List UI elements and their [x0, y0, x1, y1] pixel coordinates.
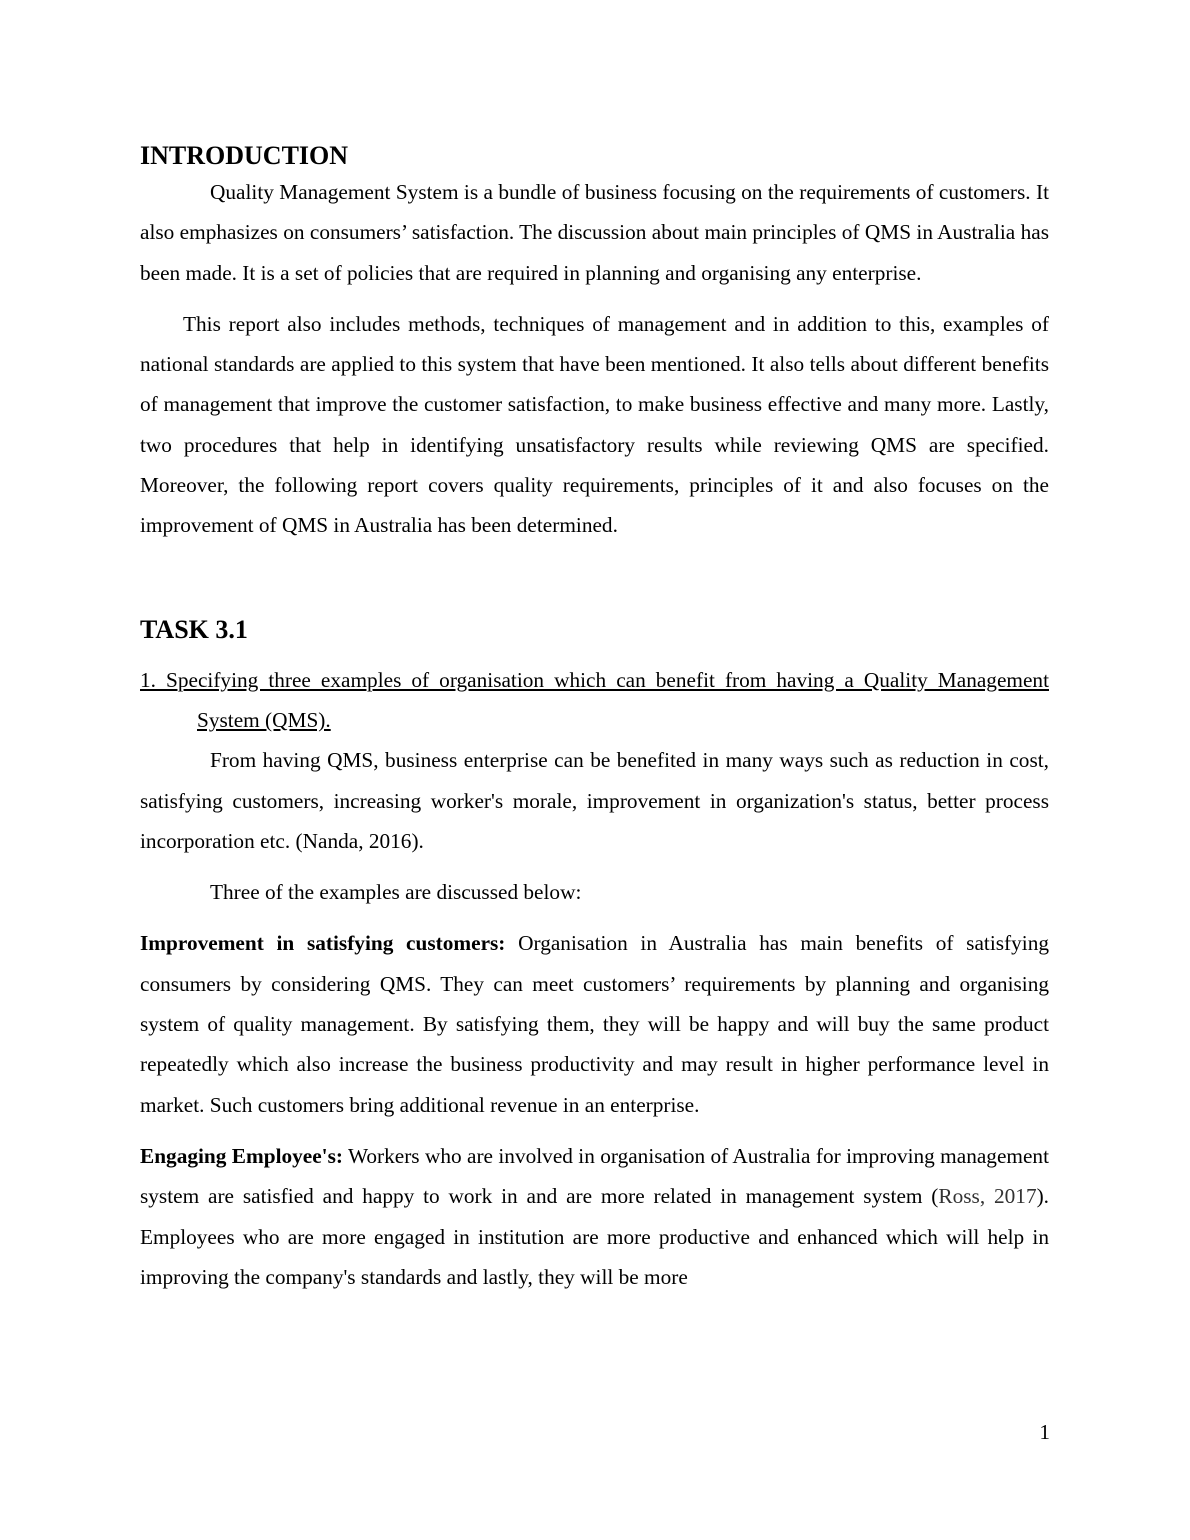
introduction-heading: INTRODUCTION — [140, 141, 349, 170]
example-customers-text: Organisation in Australia has main benefits of satisfying consumers by considering QMS. They can meet customers’ requirements by planning and organising system of quality management. By satisfying them, they will be happy and will buy the same product repeatedly which also increase the business productivity and may result in higher performance level in market. Such customers bring additional revenue in an enterprise. — [140, 931, 1049, 1117]
task-paragraph-2: Three of the examples are discussed below: — [210, 880, 582, 905]
task-question: 1. Specifying three examples of organisation which can benefit from having a Quality Management System (QMS). — [140, 667, 1049, 732]
citation: Ross, 2017 — [938, 1184, 1037, 1209]
page-number: 1 — [1039, 1420, 1050, 1444]
task-heading: TASK 3.1 — [140, 614, 248, 644]
example-employees — [140, 1136, 1049, 1297]
intro-paragraph-2: This report also includes methods, techniques of management and in addition to this, examples of national standards are applied to this system that have been mentioned. It also tells about different benefits of management that improve the customer satisfaction, to make business effective and many more. Lastly, two procedures that help in identifying unsatisfactory results while reviewing QMS are specified. Moreover, the following report covers quality requirements, principles of it and also focuses on the improvement of QMS in Australia has been determined. — [140, 311, 1049, 538]
example-employees-text-b: ). Employees who are more engaged in institution are more productive and enhanced which will help in improving the company's standards and lastly, they will be more — [140, 1184, 1050, 1289]
intro-paragraph-1: Quality Management System is a bundle of business focusing on the requirements of customers. It also emphasizes on consumers’ satisfaction. The discussion about main principles of QMS in Australia has been made. It is a set of policies that are required in planning and organising any enterprise. — [140, 180, 1049, 285]
example-customers — [140, 923, 1049, 1124]
task-paragraph-1: From having QMS, business enterprise can be benefited in many ways such as reduction in cost, satisfying customers, increasing worker's morale, improvement in organization's status, better process incorporation etc. (Nanda, 2016). — [140, 748, 1049, 853]
example-employees-title: Engaging Employee's: — [140, 1143, 343, 1168]
example-customers-title: Improvement in satisfying customers: — [140, 931, 506, 956]
page-content — [140, 140, 1049, 1297]
example-employees-text-a: Workers who are involved in organisation of Australia for improving management system are satisfied and happy to work in and are more related in management system ( — [140, 1143, 1049, 1209]
